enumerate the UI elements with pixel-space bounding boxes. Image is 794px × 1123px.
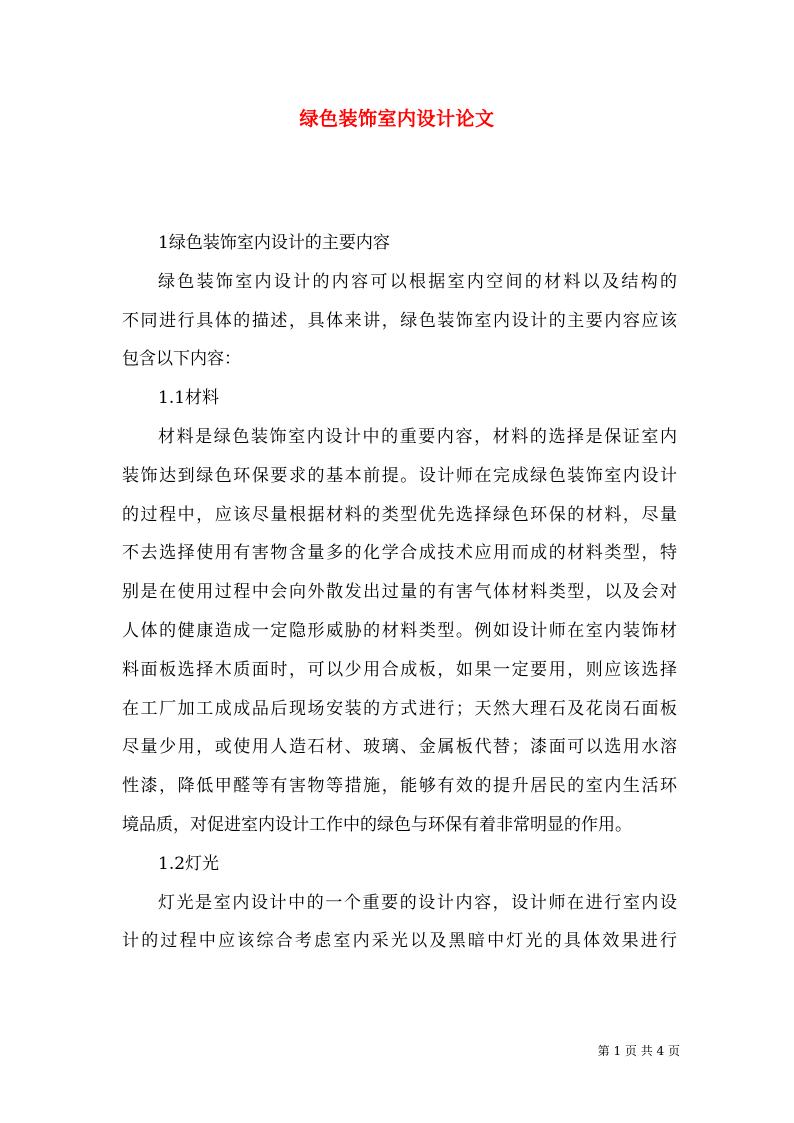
document-body [122,224,677,961]
paragraph-line: 装饰达到绿色环保要求的基本前提。设计师在完成绿色装饰室内设计 [122,465,677,486]
paragraph-line: 人体的健康造成一定隐形威胁的材料类型。例如设计师在室内装饰材 [122,620,677,641]
paragraph-line: 灯光是室内设计中的一个重要的设计内容，设计师在进行室内设 [158,892,677,913]
document-title: 绿色装饰室内设计论文 [299,108,495,130]
paragraph-line: 计的过程中应该综合考虑室内采光以及黑暗中灯光的具体效果进行 [122,931,677,952]
paragraph-line: 不去选择使用有害物含量多的化学合成技术应用而成的材料类型，特 [122,543,677,564]
paragraph-line: 别是在使用过程中会向外散发出过量的有害气体材料类型，以及会对 [122,582,677,603]
paragraph-line: 绿色装饰室内设计的内容可以根据室内空间的材料以及结构的 [158,271,677,292]
paragraph-line: 尽量少用，或使用人造石材、玻璃、金属板代替；漆面可以选用水溶 [122,737,677,758]
paragraph-line: 境品质，对促进室内设计工作中的绿色与环保有着非常明显的作用。 [122,814,632,835]
page-number-footer: 第 1 页 共 4 页 [597,1044,680,1058]
paragraph-line: 性漆，降低甲醛等有害物等措施，能够有效的提升居民的室内生活环 [122,776,677,797]
paragraph-line: 不同进行具体的描述，具体来讲，绿色装饰室内设计的主要内容应该 [122,310,677,331]
section-heading-1: 1绿色装饰室内设计的主要内容 [158,233,390,253]
paragraph-line: 材料是绿色装饰室内设计中的重要内容，材料的选择是保证室内 [158,426,677,447]
paragraph-line: 在工厂加工成成品后现场安装的方式进行；天然大理石及花岗石面板 [122,698,677,719]
paragraph-line: 料面板选择木质面时，可以少用合成板，如果一定要用，则应该选择 [122,659,677,680]
section-heading-1-1: 1.1材料 [158,388,220,409]
section-heading-1-2: 1.2灯光 [158,853,220,874]
paragraph-line: 包含以下内容： [122,349,241,370]
paragraph-line: 的过程中，应该尽量根据材料的类型优先选择绿色环保的材料，尽量 [122,504,677,525]
